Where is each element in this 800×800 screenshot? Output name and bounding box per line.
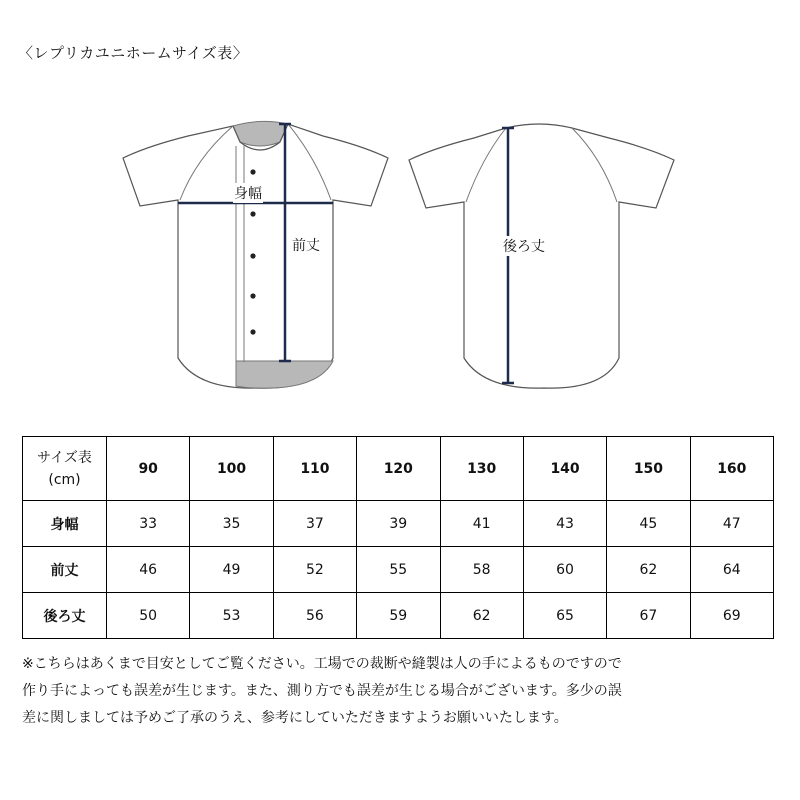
- size-header: 100: [190, 437, 273, 501]
- unit-label: (cm): [48, 471, 81, 488]
- back-length-label: 後ろ丈: [502, 236, 546, 256]
- table-row: [23, 593, 774, 639]
- table-cell: 67: [607, 593, 690, 639]
- size-table-corner: [23, 437, 107, 501]
- table-cell: 53: [190, 593, 273, 639]
- table-cell: 55: [357, 547, 440, 593]
- size-header: 140: [523, 437, 606, 501]
- table-cell: 62: [607, 547, 690, 593]
- size-header: 120: [357, 437, 440, 501]
- note-line: 差に関しましては予めご了承のうえ、参考にしていただきますようお願いいたします。: [22, 710, 568, 726]
- size-header: 160: [690, 437, 773, 501]
- size-header: 150: [607, 437, 690, 501]
- table-cell: 47: [690, 501, 773, 547]
- row-label: 後ろ丈: [23, 593, 107, 639]
- size-header: 90: [107, 437, 190, 501]
- table-header-row: [23, 437, 774, 501]
- table-cell: 65: [523, 593, 606, 639]
- body-width-label: 身幅: [233, 183, 263, 203]
- table-cell: 59: [357, 593, 440, 639]
- table-cell: 43: [523, 501, 606, 547]
- table-cell: 50: [107, 593, 190, 639]
- disclaimer-note: [22, 651, 782, 732]
- table-cell: 64: [690, 547, 773, 593]
- table-cell: 35: [190, 501, 273, 547]
- row-label: 前丈: [23, 547, 107, 593]
- table-cell: 41: [440, 501, 523, 547]
- table-cell: 60: [523, 547, 606, 593]
- table-cell: 37: [273, 501, 356, 547]
- table-cell: 49: [190, 547, 273, 593]
- table-cell: 52: [273, 547, 356, 593]
- table-row: [23, 547, 774, 593]
- table-cell: 58: [440, 547, 523, 593]
- row-label: 身幅: [23, 501, 107, 547]
- size-header: 110: [273, 437, 356, 501]
- front-jersey-diagram: [118, 110, 398, 400]
- table-cell: 45: [607, 501, 690, 547]
- table-cell: 39: [357, 501, 440, 547]
- table-row: [23, 501, 774, 547]
- table-cell: 56: [273, 593, 356, 639]
- note-line: ※こちらはあくまで目安としてご覧ください。工場での裁断や縫製は人の手によるものですので: [22, 656, 622, 672]
- page-title: 〈レプリカユニホームサイズ表〉: [18, 44, 249, 62]
- back-jersey-diagram: [404, 110, 684, 400]
- size-header: 130: [440, 437, 523, 501]
- table-cell: 33: [107, 501, 190, 547]
- corner-label: サイズ表: [37, 449, 92, 466]
- front-length-label: 前丈: [291, 235, 321, 255]
- note-line: 作り手によっても誤差が生じます。また、測り方でも誤差が生じる場合がございます。多少の誤: [22, 683, 622, 699]
- size-table: [22, 436, 774, 639]
- table-cell: 62: [440, 593, 523, 639]
- table-cell: 69: [690, 593, 773, 639]
- table-cell: 46: [107, 547, 190, 593]
